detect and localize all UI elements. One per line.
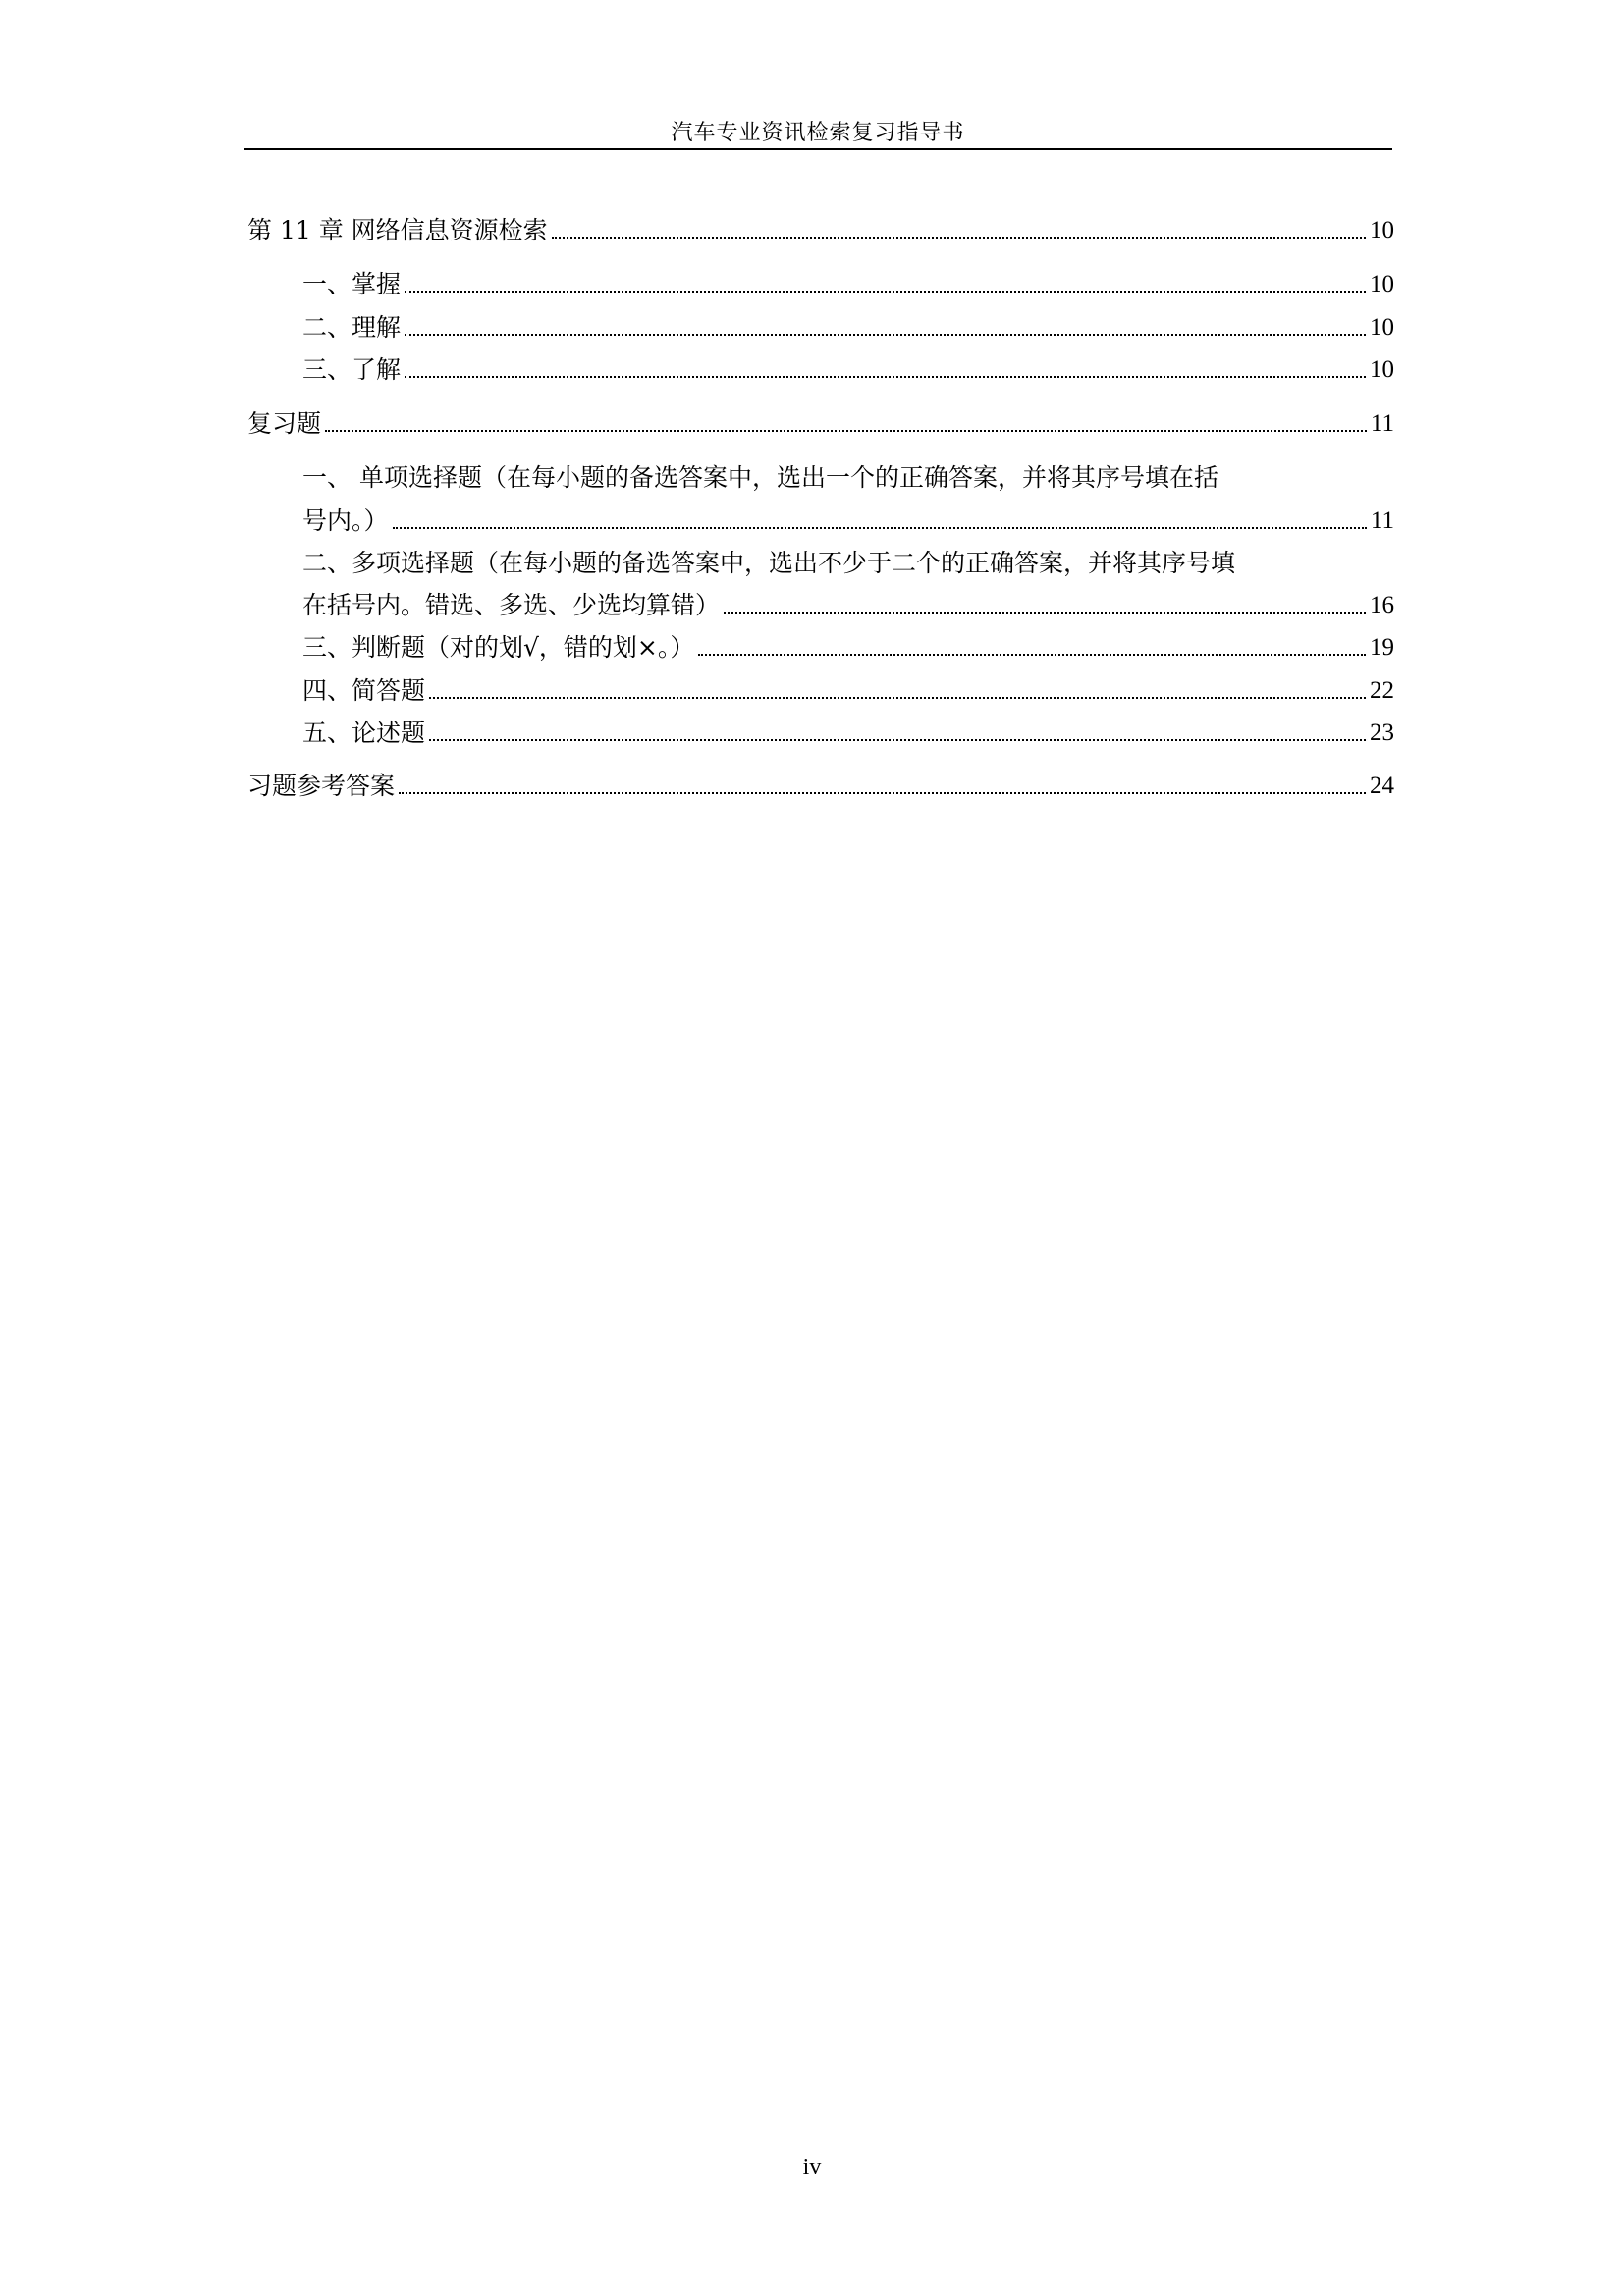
toc-entry-chapter-11[interactable] — [247, 216, 1394, 245]
toc-entry-single-choice-line1[interactable]: 一、 单项选择题（在每小题的备选答案中，选出一个的正确答案，并将其序号填在括 — [302, 463, 1218, 492]
toc-entry-label: 三、了解 — [302, 355, 402, 384]
toc-entry-know[interactable] — [302, 355, 1394, 385]
toc-entry-understand[interactable] — [302, 313, 1394, 343]
toc-entry-page: 24 — [1370, 773, 1394, 799]
toc-leader-dots — [405, 334, 1366, 336]
running-header-title: 汽车专业资讯检索复习指导书 — [671, 121, 965, 145]
toc-leader-dots — [393, 527, 1367, 529]
toc-entry-page: 11 — [1370, 507, 1394, 534]
toc-leader-dots — [405, 291, 1366, 293]
toc-leader-dots — [405, 376, 1366, 378]
toc-entry-page: 10 — [1370, 217, 1394, 243]
toc-leader-dots — [552, 237, 1366, 239]
toc-entry-answers[interactable] — [247, 772, 1394, 801]
toc-entry-page: 11 — [1370, 410, 1394, 437]
toc-entry-label: 复习题 — [247, 409, 322, 438]
toc-entry-label: 五、论述题 — [302, 719, 426, 747]
toc-entry-short-answer[interactable] — [302, 676, 1394, 706]
toc-entry-label: 习题参考答案 — [247, 772, 396, 800]
toc-entry-page: 16 — [1370, 592, 1394, 618]
toc-entry-page: 10 — [1370, 314, 1394, 341]
toc-entry-master[interactable] — [302, 270, 1394, 299]
toc-entry-multi-choice[interactable] — [302, 591, 1394, 620]
toc-entry-label: 四、简答题 — [302, 676, 426, 705]
toc-entry-label: 二、理解 — [302, 313, 402, 342]
toc-entry-multi-choice-line1[interactable]: 二、多项选择题（在每小题的备选答案中，选出不少于二个的正确答案，并将其序号填 — [302, 549, 1236, 577]
toc-entry-single-choice[interactable] — [302, 507, 1394, 536]
toc-leader-dots — [698, 654, 1366, 656]
toc-leader-dots — [325, 430, 1367, 432]
toc-entry-label: 在括号内。错选、多选、少选均算错） — [302, 591, 721, 619]
toc-leader-dots — [429, 697, 1366, 699]
page-number: iv — [802, 2155, 822, 2180]
toc-entry-page: 22 — [1370, 677, 1394, 704]
toc-entry-page: 10 — [1370, 271, 1394, 297]
toc-entry-essay[interactable] — [302, 719, 1394, 748]
toc-entry-page: 23 — [1370, 720, 1394, 746]
toc-entry-page: 19 — [1370, 634, 1394, 661]
toc-leader-dots — [429, 739, 1366, 741]
toc-leader-dots — [724, 612, 1366, 614]
toc-entry-label: 三、判断题（对的划√，错的划×。） — [302, 633, 695, 662]
toc-entry-review[interactable] — [247, 409, 1394, 439]
toc-entry-label: 号内。） — [302, 507, 389, 535]
toc-entry-page: 10 — [1370, 356, 1394, 383]
header-rule — [244, 148, 1392, 150]
toc-leader-dots — [399, 792, 1366, 794]
toc-entry-true-false[interactable] — [302, 633, 1394, 663]
toc-entry-label: 一、掌握 — [302, 270, 402, 298]
toc-entry-label: 第 11 章 网络信息资源检索 — [247, 216, 548, 244]
